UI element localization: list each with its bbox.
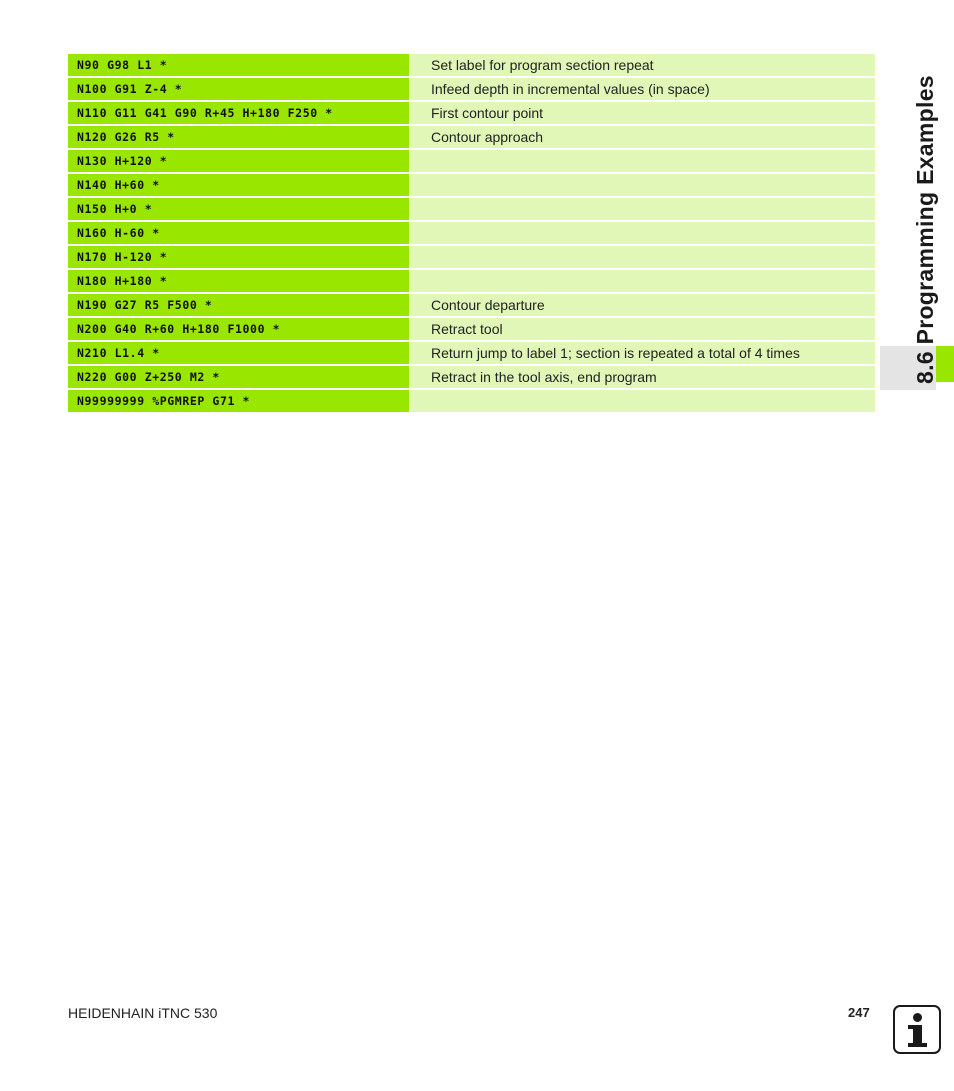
program-description: Contour approach [409, 126, 875, 148]
program-row [68, 126, 875, 148]
info-icon-dot [913, 1013, 922, 1022]
program-code: N160 H-60 * [68, 222, 409, 244]
program-description: Retract in the tool axis, end program [409, 366, 875, 388]
program-row [68, 246, 875, 268]
page-number: 247 [848, 1005, 870, 1020]
program-row [68, 294, 875, 316]
footer-product-name: HEIDENHAIN iTNC 530 [68, 1005, 218, 1021]
program-row [68, 102, 875, 124]
program-description [409, 222, 875, 244]
program-description [409, 150, 875, 172]
program-description [409, 246, 875, 268]
section-title: 8.6 Programming Examples [912, 75, 938, 384]
info-icon-base [908, 1043, 927, 1047]
program-description: Return jump to label 1; section is repeated a total of 4 times [409, 342, 875, 364]
program-code: N180 H+180 * [68, 270, 409, 292]
program-row [68, 54, 875, 76]
program-row [68, 270, 875, 292]
program-code: N130 H+120 * [68, 150, 409, 172]
program-code: N150 H+0 * [68, 198, 409, 220]
program-description [409, 174, 875, 196]
program-code: N210 L1.4 * [68, 342, 409, 364]
program-row [68, 174, 875, 196]
program-row [68, 78, 875, 100]
program-code: N200 G40 R+60 H+180 F1000 * [68, 318, 409, 340]
program-code: N99999999 %PGMREP G71 * [68, 390, 409, 412]
program-code: N220 G00 Z+250 M2 * [68, 366, 409, 388]
program-table [68, 54, 875, 414]
program-row [68, 318, 875, 340]
program-description [409, 390, 875, 412]
program-row [68, 150, 875, 172]
program-description: Infeed depth in incremental values (in space) [409, 78, 875, 100]
program-code: N120 G26 R5 * [68, 126, 409, 148]
program-code: N190 G27 R5 F500 * [68, 294, 409, 316]
program-row [68, 366, 875, 388]
program-code: N110 G11 G41 G90 R+45 H+180 F250 * [68, 102, 409, 124]
program-row [68, 222, 875, 244]
program-code: N100 G91 Z-4 * [68, 78, 409, 100]
program-row [68, 390, 875, 412]
program-code: N90 G98 L1 * [68, 54, 409, 76]
program-description: Retract tool [409, 318, 875, 340]
program-row [68, 198, 875, 220]
program-code: N170 H-120 * [68, 246, 409, 268]
program-description: First contour point [409, 102, 875, 124]
program-row [68, 342, 875, 364]
program-description: Set label for program section repeat [409, 54, 875, 76]
info-icon [893, 1005, 941, 1054]
program-description [409, 198, 875, 220]
program-description [409, 270, 875, 292]
program-code: N140 H+60 * [68, 174, 409, 196]
program-description: Contour departure [409, 294, 875, 316]
